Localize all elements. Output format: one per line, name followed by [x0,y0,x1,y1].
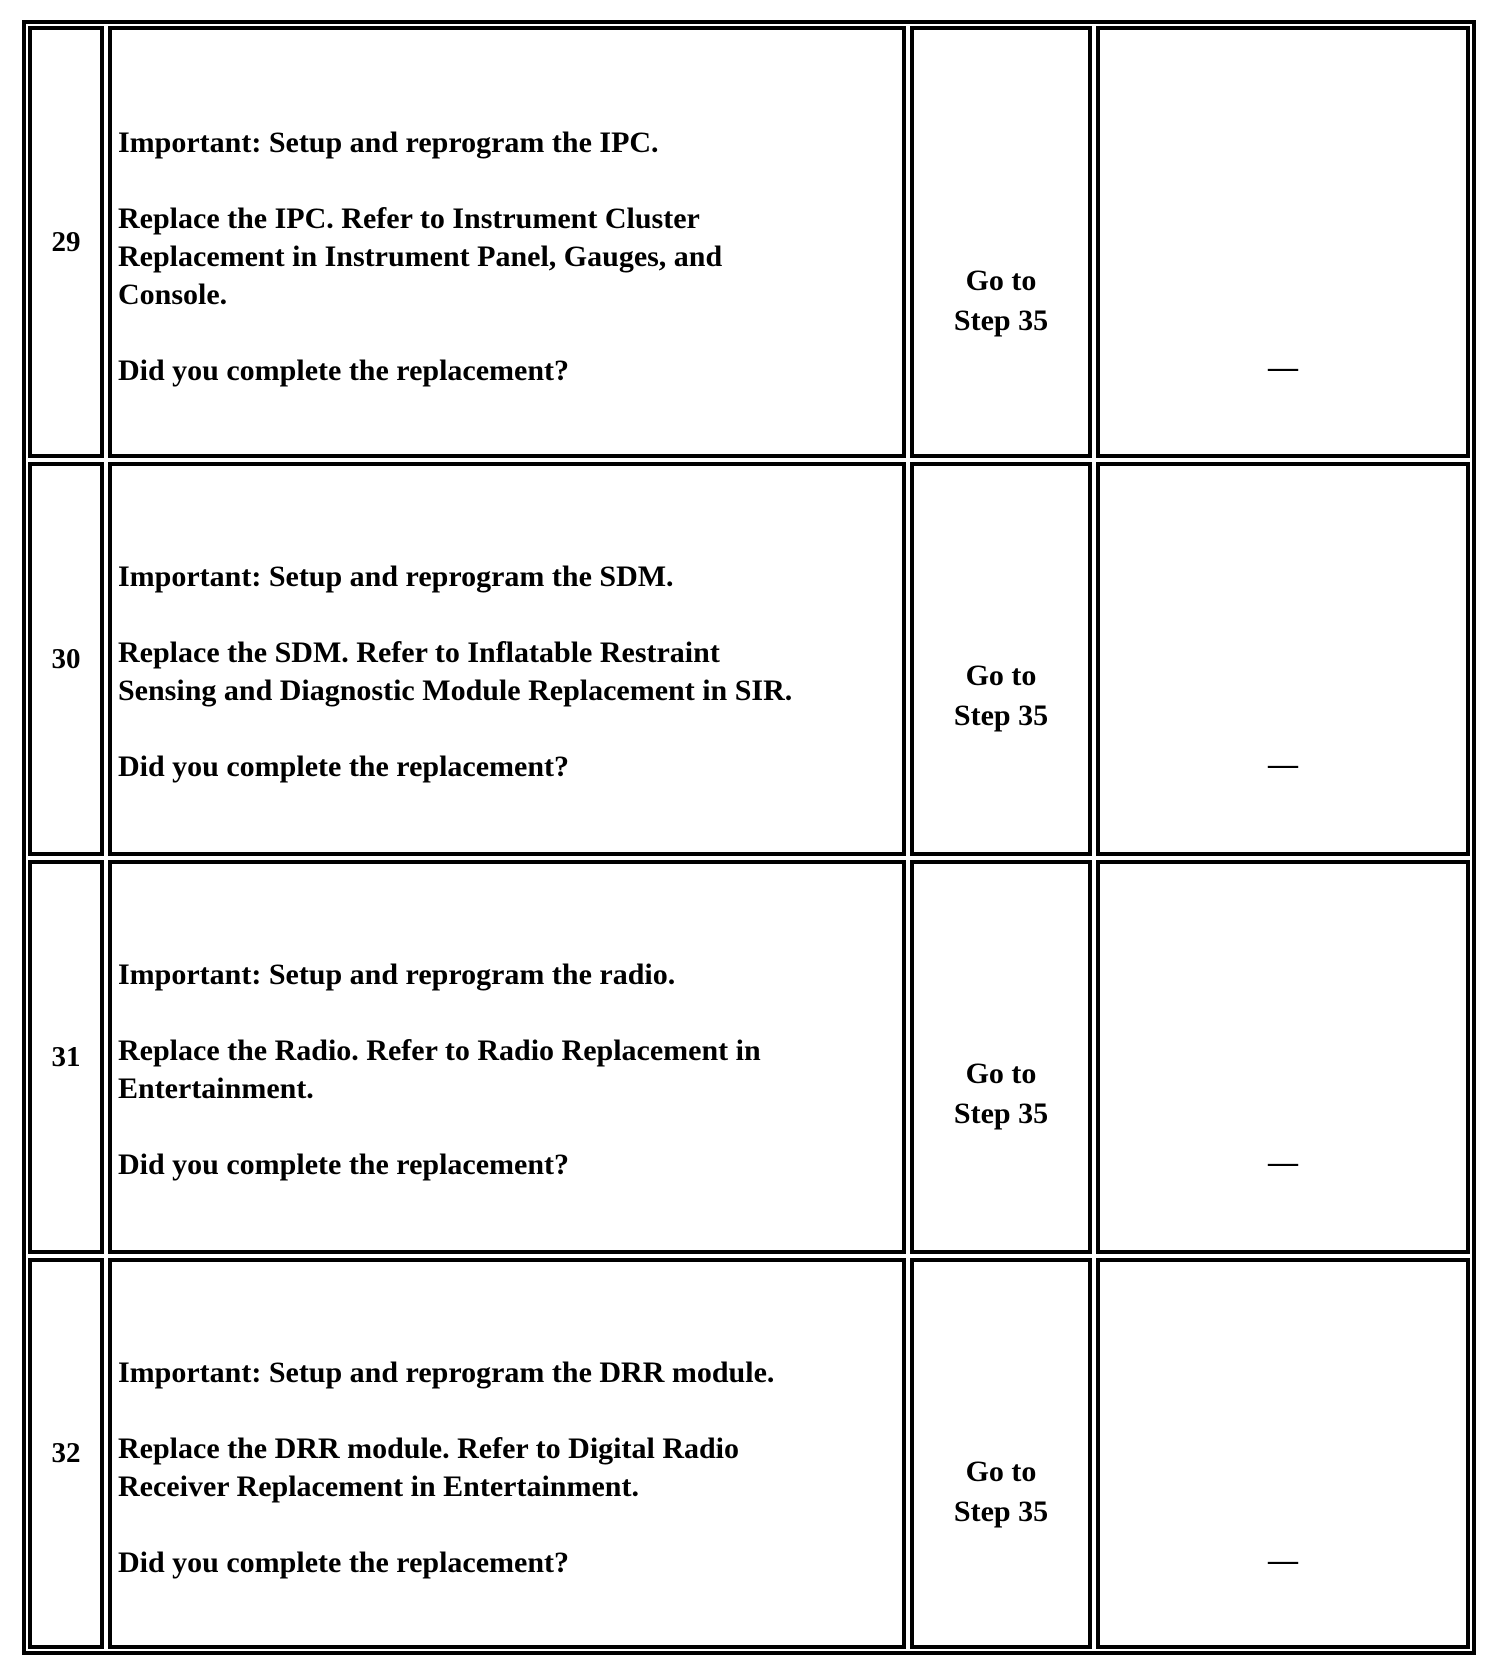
no-cell [1096,1258,1470,1649]
no-action: — [1268,1146,1298,1179]
action-cell [108,860,906,1254]
step-number-cell [28,1258,104,1649]
step-number: 29 [51,225,81,258]
step-number-cell [28,462,104,856]
yes-cell [910,860,1092,1254]
important-note: Important: Setup and reprogram the radio. [118,958,676,991]
important-note: Important: Setup and reprogram the DRR module. [118,1356,775,1389]
important-note: Important: Setup and reprogram the SDM. [118,560,674,593]
yes-action: Go to Step 35 [953,1455,1049,1528]
step-number: 30 [51,642,81,675]
no-action: — [1268,351,1298,384]
question-text: Did you complete the replacement? [118,1148,570,1181]
action-cell [108,462,906,856]
yes-cell [910,1258,1092,1649]
question-text: Did you complete the replacement? [118,354,570,387]
no-cell [1096,462,1470,856]
step-number-cell [28,26,104,458]
question-text: Did you complete the replacement? [118,1546,570,1579]
no-action: — [1268,748,1298,781]
step-number-cell [28,860,104,1254]
no-action: — [1268,1544,1298,1577]
instruction-text: Replace the SDM. Refer to Inflatable Restraint Sensing and Diagnostic Module Replacement in SIR. [118,636,793,707]
step-number: 31 [51,1040,81,1073]
yes-action: Go to Step 35 [953,264,1049,337]
instruction-text: Replace the IPC. Refer to Instrument Cluster Replacement in Instrument Panel, Gauges, and Console. [118,202,723,311]
yes-action: Go to Step 35 [953,1057,1049,1130]
important-note: Important: Setup and reprogram the IPC. [118,126,659,159]
instruction-text: Replace the DRR module. Refer to Digital Radio Receiver Replacement in Entertainment. [118,1432,740,1503]
action-cell [108,1258,906,1649]
step-number: 32 [51,1437,81,1469]
yes-cell [910,462,1092,856]
no-cell [1096,860,1470,1254]
yes-cell [910,26,1092,458]
no-cell [1096,26,1470,458]
instruction-text: Replace the Radio. Refer to Radio Replacement in Entertainment. [118,1034,761,1105]
action-cell [108,26,906,458]
question-text: Did you complete the replacement? [118,750,570,783]
yes-action: Go to Step 35 [953,659,1049,732]
